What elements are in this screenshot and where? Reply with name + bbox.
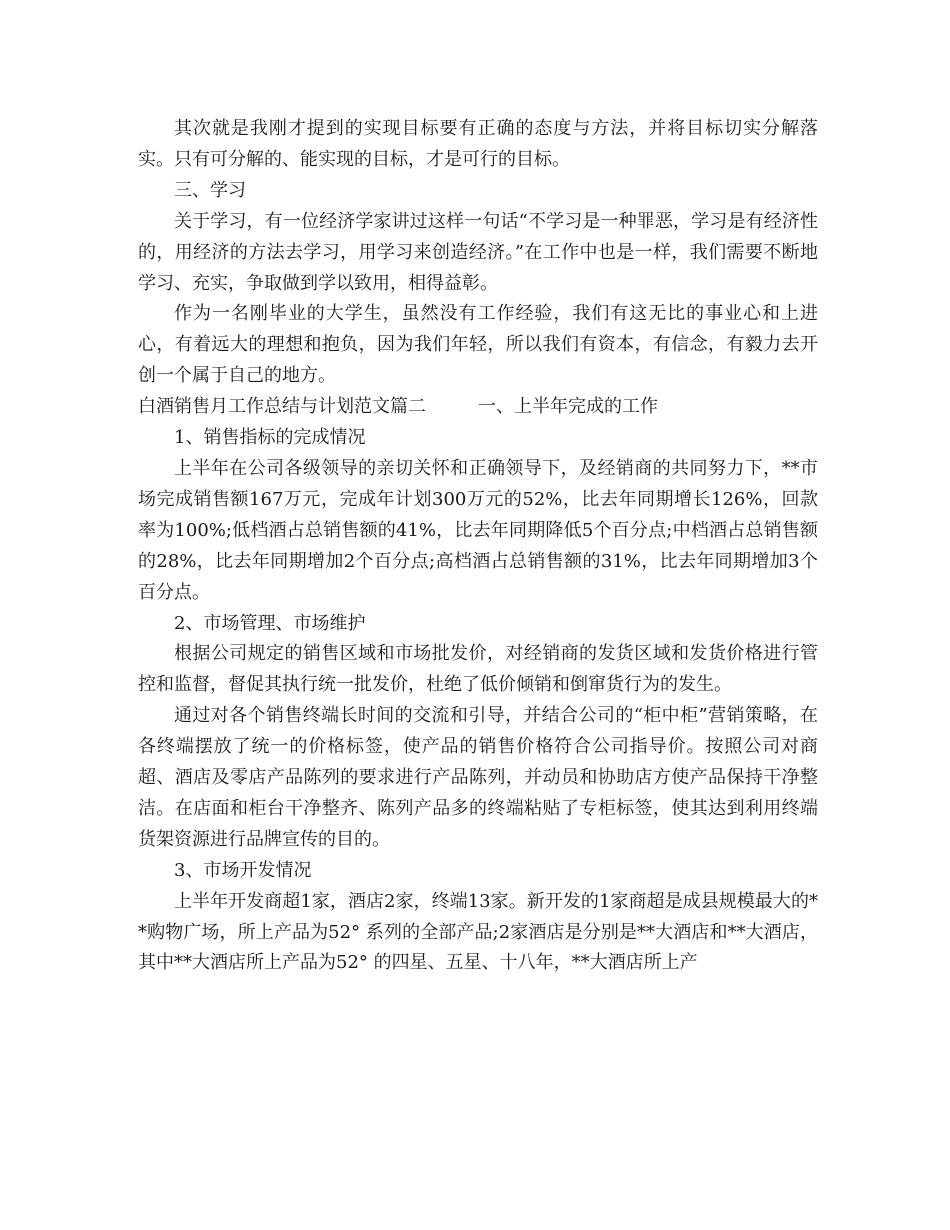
heading-sales-target: 1、销售指标的完成情况	[174, 427, 366, 449]
section-heading-first-half: 一、上半年完成的工作	[478, 396, 658, 418]
paragraph-market-development: 上半年开发商超1家，酒店2家，终端13家。新开发的1家商超是成县规模最大的**购物广场，所上产品为52° 系列的全部产品;2家酒店是分别是**大酒店和**大酒店，其中**大酒店所上产品为52° 的四星、五星、十八年，**大酒店所上产	[138, 890, 818, 974]
article-title-line	[138, 392, 818, 423]
paragraph-terminal-display: 通过对各个销售终端长时间的交流和引导，并结合公司的“柜中柜”营销策略，在各终端摆放了统一的价格标签，使产品的销售价格符合公司指导价。按照公司对商超、酒店及零店产品陈列的要求进行产品陈列，并动员和协助店方使产品保持干净整洁。在店面和柜台干净整齐、陈列产品多的终端粘贴了专柜标签，使其达到利用终端货架资源进行品牌宣传的目的。	[138, 705, 818, 850]
paragraph-sales-target: 上半年在公司各级领导的亲切关怀和正确领导下，及经销商的共同努力下，**市场完成销售额167万元，完成年计划300万元的52%，比去年同期增长126%，回款率为100%;低档酒占总销售额的41%，比去年同期降低5个百分点;中档酒占总销售额的28%，比去年同期增加2个百分点;高档酒占总销售额的31%，比去年同期增加3个百分点。	[138, 457, 818, 603]
paragraph-price-control: 根据公司规定的销售区域和市场批发价，对经销商的发货区域和发货价格进行管控和监督，督促其执行统一批发价，杜绝了低价倾销和倒窜货行为的发生。	[138, 643, 818, 696]
paragraph-study-quote: 关于学习，有一位经济学家讲过这样一句话“不学习是一种罪恶，学习是有经济性的，用经济的方法去学习，用学习来创造经济。”在工作中也是一样，我们需要不断地学习、充实，争取做到学以致用，相得益彰。	[138, 210, 818, 294]
document-body	[138, 114, 818, 979]
heading-study: 三、学习	[174, 179, 246, 201]
heading-market-management: 2、市场管理、市场维护	[174, 612, 366, 634]
article-title: 白酒销售月工作总结与计划范文篇二	[138, 396, 426, 418]
heading-market-development: 3、市场开发情况	[174, 859, 312, 881]
paragraph-goal-method: 其次就是我刚才提到的实现目标要有正确的态度与方法，并将目标切实分解落实。只有可分解的、能实现的目标，才是可行的目标。	[138, 118, 818, 170]
paragraph-graduate: 作为一名刚毕业的大学生，虽然没有工作经验，我们有这无比的事业心和上进心，有着远大的理想和抱负，因为我们年轻，所以我们有资本，有信念，有毅力去开创一个属于自己的地方。	[138, 303, 818, 387]
